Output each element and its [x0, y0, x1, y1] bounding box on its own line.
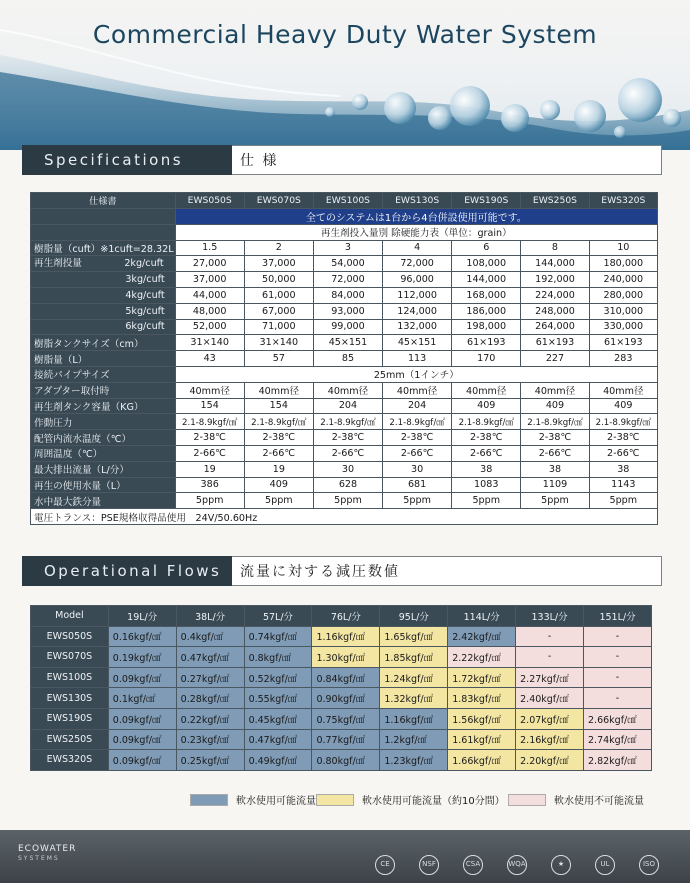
flow-cell: 0.75kgf/㎠ [312, 708, 380, 729]
spec-row-label: 最大排出流量（L/分） [31, 461, 176, 477]
flow-cell: - [584, 667, 652, 688]
spec-cell: 628 [313, 477, 382, 493]
spec-cell: 67,000 [244, 303, 313, 319]
spec-cell: 2.1-8.9kgf/㎠ [313, 414, 382, 430]
spec-cell: 1.5 [175, 240, 244, 256]
flow-row [31, 708, 652, 729]
legend-swatch-usable [190, 794, 228, 806]
flow-header-row [31, 606, 652, 627]
flow-cell: 1.83kgf/㎠ [448, 688, 516, 709]
spec-note-row [31, 509, 658, 525]
spec-cell: 310,000 [589, 303, 657, 319]
spec-cell: 2-66℃ [175, 445, 244, 461]
spec-cell: 84,000 [313, 287, 382, 303]
spec-cell: 40mm径 [521, 382, 589, 398]
spec-row-label: 再生の使用水量（L） [31, 477, 176, 493]
spec-cell: 40mm径 [452, 382, 521, 398]
spec-cell: 2-38℃ [244, 430, 313, 446]
spec-cell: 144,000 [452, 272, 521, 288]
spec-cell: 40mm径 [383, 382, 452, 398]
flow-column-header: 133L/分 [516, 606, 584, 627]
specifications-table [30, 192, 658, 525]
spec-row [31, 461, 658, 477]
header-banner [0, 0, 690, 150]
spec-cell: 2-38℃ [175, 430, 244, 446]
spec-cell: 5ppm [313, 493, 382, 509]
flow-cell: 1.72kgf/㎠ [448, 667, 516, 688]
spec-cell: 30 [383, 461, 452, 477]
spec-cell: 40mm径 [244, 382, 313, 398]
flow-cell: 2.42kgf/㎠ [448, 626, 516, 647]
spec-cell: 227 [521, 351, 589, 367]
spec-cell: 2-38℃ [521, 430, 589, 446]
spec-cell: 57 [244, 351, 313, 367]
flow-cell: 0.28kgf/㎠ [176, 688, 244, 709]
spec-row [31, 398, 658, 414]
specifications-heading [22, 145, 662, 175]
wqa-icon: WQA [507, 855, 527, 875]
spec-cell: 2-38℃ [313, 430, 382, 446]
spec-capacity-row [31, 303, 658, 319]
flow-cell: 1.16kgf/㎠ [312, 626, 380, 647]
flow-cell: 0.55kgf/㎠ [244, 688, 312, 709]
spec-cell: 2.1-8.9kgf/㎠ [589, 414, 657, 430]
spec-cell: 61,000 [244, 287, 313, 303]
flows-heading-en: Operational Flows [22, 556, 232, 586]
spec-cell: 37,000 [244, 256, 313, 272]
flow-cell: 1.2kgf/㎠ [380, 729, 448, 750]
flow-cell: 0.25kgf/㎠ [176, 750, 244, 771]
flow-row [31, 750, 652, 771]
spec-cell: 6 [452, 240, 521, 256]
spec-row-label: 配管内流水温度（℃） [31, 430, 176, 446]
spec-cell: 1143 [589, 477, 657, 493]
spec-row [31, 477, 658, 493]
flow-cell: 1.66kgf/㎠ [448, 750, 516, 771]
spec-cell: 113 [383, 351, 452, 367]
spec-cell: 154 [244, 398, 313, 414]
spec-cell: 124,000 [383, 303, 452, 319]
spec-row [31, 335, 658, 351]
spec-cell: 132,000 [383, 319, 452, 335]
flow-row [31, 626, 652, 647]
legend-item-limited [316, 792, 505, 807]
spec-cell: 224,000 [521, 287, 589, 303]
spec-row [31, 445, 658, 461]
spec-cell: 2.1-8.9kgf/㎠ [383, 414, 452, 430]
spec-cell: 5ppm [244, 493, 313, 509]
logo-subtext: SYSTEMS [18, 855, 60, 862]
spec-cell: 37,000 [175, 272, 244, 288]
flow-row [31, 688, 652, 709]
flows-heading [22, 556, 662, 586]
flow-cell: 1.16kgf/㎠ [380, 708, 448, 729]
spec-cell: 5ppm [175, 493, 244, 509]
spec-cell: 61×193 [452, 335, 521, 351]
flow-cell: 0.09kgf/㎠ [108, 708, 176, 729]
spec-cell: 31×140 [175, 335, 244, 351]
flow-cell: 0.47kgf/㎠ [244, 729, 312, 750]
spec-cell: 48,000 [175, 303, 244, 319]
flow-cell: 0.8kgf/㎠ [244, 647, 312, 668]
flow-cell: 0.09kgf/㎠ [108, 729, 176, 750]
flows-table [30, 605, 652, 771]
spec-cell: 204 [383, 398, 452, 414]
flow-cell: 0.27kgf/㎠ [176, 667, 244, 688]
spec-model-header: EWS190S [452, 193, 521, 209]
legend-swatch-unusable [508, 794, 546, 806]
spec-cell: 10 [589, 240, 657, 256]
spec-cell: 240,000 [589, 272, 657, 288]
spec-cell: 45×151 [383, 335, 452, 351]
spec-regen-dose: 2kg/cuft [124, 258, 164, 270]
spec-cell: 40mm径 [313, 382, 382, 398]
spec-cell: 4 [383, 240, 452, 256]
flow-cell: 0.09kgf/㎠ [108, 667, 176, 688]
spec-cell: 248,000 [521, 303, 589, 319]
legend-swatch-limited [316, 794, 354, 806]
spec-model-header: EWS100S [313, 193, 382, 209]
logo-text: ECOWATER [18, 844, 77, 854]
spec-cell: 45×151 [313, 335, 382, 351]
flow-cell: 0.45kgf/㎠ [244, 708, 312, 729]
spec-banner: 全てのシステムは1台から4台併設使用可能です。 [175, 208, 657, 224]
spec-cell: 5ppm [452, 493, 521, 509]
spec-cell: 96,000 [383, 272, 452, 288]
specifications-heading-en: Specifications [22, 145, 232, 175]
ecowater-logo [18, 844, 76, 862]
spec-cell: 2-66℃ [452, 445, 521, 461]
spec-cell: 409 [521, 398, 589, 414]
flow-column-header: 114L/分 [448, 606, 516, 627]
spec-cell: 2-38℃ [589, 430, 657, 446]
spec-cell: 3 [313, 240, 382, 256]
spec-regen-label [31, 256, 176, 272]
spec-cell: 409 [244, 477, 313, 493]
legend-item-usable [190, 792, 316, 807]
spec-row [31, 240, 658, 256]
spec-cell: 61×193 [589, 335, 657, 351]
flow-cell: - [584, 626, 652, 647]
spec-cell: 72,000 [313, 272, 382, 288]
flow-column-header: 38L/分 [176, 606, 244, 627]
spec-model-header: EWS050S [175, 193, 244, 209]
spec-regen-dose: 5kg/cuft [31, 303, 176, 319]
flow-column-header: 151L/分 [584, 606, 652, 627]
spec-cell: 38 [521, 461, 589, 477]
page-title: Commercial Heavy Duty Water System [92, 20, 598, 49]
spec-cell: 1083 [452, 477, 521, 493]
spec-row-label: 接続パイプサイズ [31, 366, 176, 382]
flow-cell: 0.80kgf/㎠ [312, 750, 380, 771]
flow-cell: 1.56kgf/㎠ [448, 708, 516, 729]
flow-cell: 1.24kgf/㎠ [380, 667, 448, 688]
gold-seal-icon: ★ [551, 855, 571, 875]
flow-column-header: 95L/分 [380, 606, 448, 627]
spec-cell: 409 [452, 398, 521, 414]
spec-regen-dose: 4kg/cuft [31, 287, 176, 303]
flow-cell: 2.22kgf/㎠ [448, 647, 516, 668]
flow-column-header: 19L/分 [108, 606, 176, 627]
spec-cell: 264,000 [521, 319, 589, 335]
spec-model-header: EWS130S [383, 193, 452, 209]
spec-header-label: 仕様書 [31, 193, 176, 209]
spec-row [31, 414, 658, 430]
flow-cell: 1.30kgf/㎠ [312, 647, 380, 668]
flow-cell: 0.47kgf/㎠ [176, 647, 244, 668]
spec-cell: 27,000 [175, 256, 244, 272]
spec-cell: 93,000 [313, 303, 382, 319]
spec-capacity-title: 再生剤投入量別 除硬能力表（単位：grain） [175, 224, 657, 240]
flow-cell: - [516, 647, 584, 668]
spec-cell: 71,000 [244, 319, 313, 335]
flow-cell: 0.74kgf/㎠ [244, 626, 312, 647]
flow-cell: 0.49kgf/㎠ [244, 750, 312, 771]
flow-cell: 0.90kgf/㎠ [312, 688, 380, 709]
spec-regen-dose: 3kg/cuft [31, 272, 176, 288]
flow-cell: - [584, 647, 652, 668]
spec-cell: 5ppm [521, 493, 589, 509]
spec-cell: 8 [521, 240, 589, 256]
flow-model: EWS050S [31, 626, 109, 647]
spec-capacity-row [31, 287, 658, 303]
flow-cell: 0.16kgf/㎠ [108, 626, 176, 647]
legend-label-limited: 軟水使用可能流量（約10分間） [362, 796, 505, 807]
spec-header-row [31, 193, 658, 209]
flow-cell: 0.09kgf/㎠ [108, 750, 176, 771]
flow-cell: 0.77kgf/㎠ [312, 729, 380, 750]
spec-cell: 40mm径 [589, 382, 657, 398]
spec-cell: 5ppm [589, 493, 657, 509]
flow-model: EWS190S [31, 708, 109, 729]
flow-legend [0, 792, 690, 812]
flow-header-label: Model [31, 606, 109, 627]
spec-cell: 40mm径 [175, 382, 244, 398]
flow-cell: 2.27kgf/㎠ [516, 667, 584, 688]
flow-row [31, 667, 652, 688]
flow-cell: - [516, 626, 584, 647]
spec-capacity-title-row [31, 224, 658, 240]
specifications-heading-jp: 仕 様 [232, 145, 662, 175]
spec-row-label: 樹脂量（L） [31, 351, 176, 367]
csa-icon: CSA [463, 855, 483, 875]
spec-cell: 2-66℃ [589, 445, 657, 461]
spec-cell: 99,000 [313, 319, 382, 335]
spec-transformer-note: 電圧トランス：PSE規格収得品使用 24V/50.60Hz [31, 509, 658, 525]
spec-row-label: アダプター取付時 [31, 382, 176, 398]
spec-cell: 204 [313, 398, 382, 414]
spec-cell: 54,000 [313, 256, 382, 272]
spec-cell: 198,000 [452, 319, 521, 335]
flow-cell: 2.74kgf/㎠ [584, 729, 652, 750]
spec-cell: 72,000 [383, 256, 452, 272]
spec-cell: 38 [452, 461, 521, 477]
spec-cell: 170 [452, 351, 521, 367]
spec-pipe-value: 25mm（1インチ） [175, 366, 657, 382]
spec-cell: 283 [589, 351, 657, 367]
spec-row-label: 再生剤タンク容量（KG） [31, 398, 176, 414]
flow-row [31, 729, 652, 750]
spec-cell: 2-66℃ [313, 445, 382, 461]
spec-cell: 43 [175, 351, 244, 367]
flow-cell: 1.61kgf/㎠ [448, 729, 516, 750]
spec-row [31, 493, 658, 509]
spec-cell: 31×140 [244, 335, 313, 351]
spec-banner-row [31, 208, 658, 224]
spec-row [31, 430, 658, 446]
spec-blank-cell [31, 224, 176, 240]
spec-capacity-row [31, 256, 658, 272]
flow-cell: 2.20kgf/㎠ [516, 750, 584, 771]
flow-cell: 0.4kgf/㎠ [176, 626, 244, 647]
iso-icon: ISO [639, 855, 659, 875]
flow-model: EWS320S [31, 750, 109, 771]
spec-cell: 681 [383, 477, 452, 493]
spec-cell: 280,000 [589, 287, 657, 303]
flows-heading-jp: 流量に対する減圧数値 [232, 556, 662, 586]
spec-model-header: EWS070S [244, 193, 313, 209]
spec-row-label: 樹脂タンクサイズ（cm） [31, 335, 176, 351]
flow-row [31, 647, 652, 668]
ul-icon: UL [595, 855, 615, 875]
flow-column-header: 76L/分 [312, 606, 380, 627]
spec-blank-cell [31, 208, 176, 224]
spec-cell: 2.1-8.9kgf/㎠ [175, 414, 244, 430]
spec-row-label: 樹脂量（cuft）※1cuft=28.32L [31, 240, 176, 256]
spec-row [31, 382, 658, 398]
flow-model: EWS250S [31, 729, 109, 750]
ce-mark-icon: CE [375, 855, 395, 875]
spec-pipe-row [31, 366, 658, 382]
spec-model-header: EWS250S [521, 193, 589, 209]
spec-cell: 5ppm [383, 493, 452, 509]
flow-cell: 0.19kgf/㎠ [108, 647, 176, 668]
legend-label-unusable: 軟水使用不可能流量 [554, 796, 644, 807]
spec-capacity-row [31, 272, 658, 288]
flow-cell: 0.1kgf/㎠ [108, 688, 176, 709]
flow-cell: 1.85kgf/㎠ [380, 647, 448, 668]
spec-cell: 44,000 [175, 287, 244, 303]
spec-cell: 409 [589, 398, 657, 414]
spec-cell: 30 [313, 461, 382, 477]
spec-regen-label-text: 再生剤投量 [34, 258, 82, 270]
flow-cell: 2.82kgf/㎠ [584, 750, 652, 771]
spec-cell: 2-66℃ [383, 445, 452, 461]
flow-model: EWS070S [31, 647, 109, 668]
spec-model-header: EWS320S [589, 193, 657, 209]
spec-cell: 108,000 [452, 256, 521, 272]
spec-cell: 85 [313, 351, 382, 367]
footer [0, 830, 690, 883]
legend-item-unusable [508, 792, 644, 807]
flow-cell: 1.32kgf/㎠ [380, 688, 448, 709]
flow-cell: 0.23kgf/㎠ [176, 729, 244, 750]
spec-row-label: 周囲温度（℃） [31, 445, 176, 461]
flow-cell: 2.66kgf/㎠ [584, 708, 652, 729]
spec-cell: 180,000 [589, 256, 657, 272]
spec-cell: 112,000 [383, 287, 452, 303]
flow-cell: 1.23kgf/㎠ [380, 750, 448, 771]
spec-cell: 386 [175, 477, 244, 493]
flow-cell: 0.52kgf/㎠ [244, 667, 312, 688]
spec-cell: 330,000 [589, 319, 657, 335]
spec-row [31, 351, 658, 367]
spec-cell: 50,000 [244, 272, 313, 288]
spec-regen-dose: 6kg/cuft [31, 319, 176, 335]
flow-cell: 2.16kgf/㎠ [516, 729, 584, 750]
spec-cell: 144,000 [521, 256, 589, 272]
flow-cell: 2.07kgf/㎠ [516, 708, 584, 729]
flow-model: EWS100S [31, 667, 109, 688]
spec-capacity-row [31, 319, 658, 335]
spec-cell: 186,000 [452, 303, 521, 319]
spec-cell: 19 [244, 461, 313, 477]
spec-cell: 2 [244, 240, 313, 256]
spec-row-label: 水中最大鉄分量 [31, 493, 176, 509]
flow-model: EWS130S [31, 688, 109, 709]
flow-column-header: 57L/分 [244, 606, 312, 627]
flow-cell: 0.22kgf/㎠ [176, 708, 244, 729]
spec-cell: 2-66℃ [521, 445, 589, 461]
spec-row-label: 作動圧力 [31, 414, 176, 430]
spec-cell: 2.1-8.9kgf/㎠ [452, 414, 521, 430]
spec-cell: 2.1-8.9kgf/㎠ [244, 414, 313, 430]
legend-label-usable: 軟水使用可能流量 [236, 796, 316, 807]
spec-cell: 2-38℃ [452, 430, 521, 446]
spec-cell: 168,000 [452, 287, 521, 303]
flow-cell: 0.84kgf/㎠ [312, 667, 380, 688]
spec-cell: 2-66℃ [244, 445, 313, 461]
flow-cell: 2.40kgf/㎠ [516, 688, 584, 709]
spec-cell: 2-38℃ [383, 430, 452, 446]
spec-cell: 154 [175, 398, 244, 414]
spec-cell: 52,000 [175, 319, 244, 335]
flow-cell: 1.65kgf/㎠ [380, 626, 448, 647]
flow-cell: - [584, 688, 652, 709]
nsf-icon: NSF [419, 855, 439, 875]
spec-cell: 2.1-8.9kgf/㎠ [521, 414, 589, 430]
spec-cell: 192,000 [521, 272, 589, 288]
spec-cell: 61×193 [521, 335, 589, 351]
spec-cell: 1109 [521, 477, 589, 493]
spec-cell: 19 [175, 461, 244, 477]
spec-cell: 38 [589, 461, 657, 477]
